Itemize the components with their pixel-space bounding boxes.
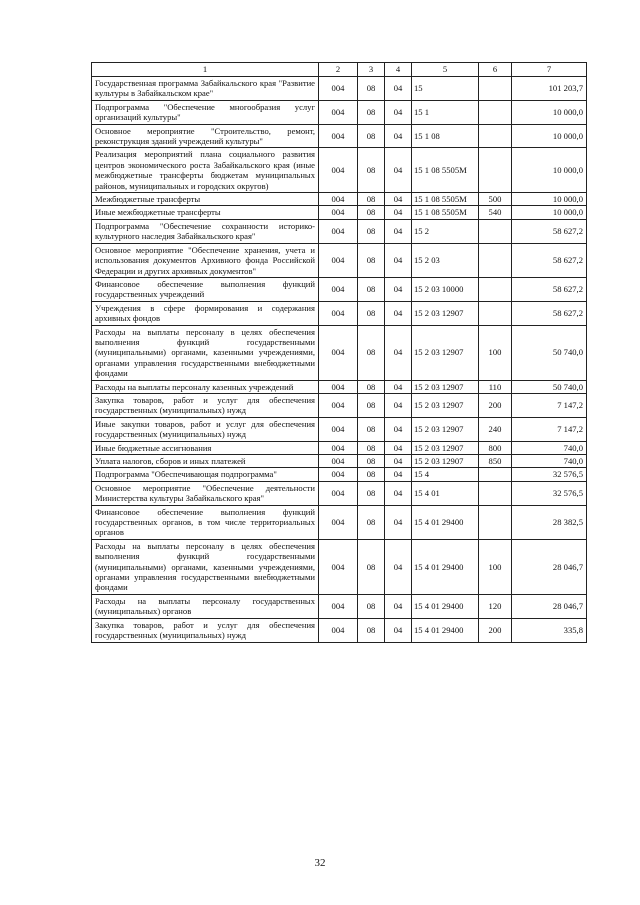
ministry-code: 004 xyxy=(319,539,358,594)
target-article-code: 15 2 03 12907 xyxy=(412,380,479,393)
expense-type-code: 100 xyxy=(479,325,512,380)
ministry-code: 004 xyxy=(319,77,358,101)
expense-type-code: 200 xyxy=(479,393,512,417)
row-name: Межбюджетные трансферты xyxy=(92,193,319,206)
table-row xyxy=(92,618,587,642)
table-row xyxy=(92,441,587,454)
table-row xyxy=(92,301,587,325)
table-row xyxy=(92,124,587,148)
target-article-code: 15 2 03 xyxy=(412,243,479,277)
section-code: 08 xyxy=(358,148,385,193)
target-article-code: 15 2 03 12907 xyxy=(412,325,479,380)
section-code: 08 xyxy=(358,393,385,417)
table-body xyxy=(92,77,587,643)
section-code: 08 xyxy=(358,417,385,441)
table-row xyxy=(92,505,587,539)
subsection-code: 04 xyxy=(385,441,412,454)
amount: 10 000,0 xyxy=(512,148,587,193)
expense-type-code xyxy=(479,100,512,124)
amount: 58 627,2 xyxy=(512,301,587,325)
expense-type-code: 110 xyxy=(479,380,512,393)
row-name: Основное мероприятие "Строительство, ремонт, реконструкция зданий учреждений культуры" xyxy=(92,124,319,148)
amount: 32 576,5 xyxy=(512,481,587,505)
amount: 101 203,7 xyxy=(512,77,587,101)
section-code: 08 xyxy=(358,618,385,642)
section-code: 08 xyxy=(358,325,385,380)
subsection-code: 04 xyxy=(385,100,412,124)
amount: 28 046,7 xyxy=(512,539,587,594)
row-name: Учреждения в сфере формирования и содержания архивных фондов xyxy=(92,301,319,325)
section-code: 08 xyxy=(358,124,385,148)
row-name: Иные бюджетные ассигнования xyxy=(92,441,319,454)
ministry-code: 004 xyxy=(319,325,358,380)
expense-type-code xyxy=(479,505,512,539)
section-code: 08 xyxy=(358,594,385,618)
column-header-3: 3 xyxy=(358,63,385,77)
column-header-7: 7 xyxy=(512,63,587,77)
table-row xyxy=(92,594,587,618)
subsection-code: 04 xyxy=(385,219,412,243)
subsection-code: 04 xyxy=(385,468,412,481)
section-code: 08 xyxy=(358,468,385,481)
row-name: Подпрограмма "Обеспечение многообразия услуг организаций культуры" xyxy=(92,100,319,124)
row-name: Основное мероприятие "Обеспечение деятельности Министерства культуры Забайкальского края" xyxy=(92,481,319,505)
subsection-code: 04 xyxy=(385,277,412,301)
target-article-code: 15 2 03 12907 xyxy=(412,417,479,441)
table-row xyxy=(92,539,587,594)
subsection-code: 04 xyxy=(385,455,412,468)
subsection-code: 04 xyxy=(385,481,412,505)
target-article-code: 15 2 03 10000 xyxy=(412,277,479,301)
column-header-1: 1 xyxy=(92,63,319,77)
section-code: 08 xyxy=(358,243,385,277)
ministry-code: 004 xyxy=(319,148,358,193)
table-row xyxy=(92,481,587,505)
target-article-code: 15 1 08 5505M xyxy=(412,193,479,206)
row-name: Расходы на выплаты персоналу в целях обеспечения выполнения функций государственными (муниципальными) органами, казенными учреждениями, органами управления государственными внебюджетными фондами xyxy=(92,539,319,594)
row-name: Расходы на выплаты персоналу в целях обеспечения выполнения функций государственными (муниципальными) органами, казенными учреждениями, органами управления государственными внебюджетными фондами xyxy=(92,325,319,380)
expense-type-code: 200 xyxy=(479,618,512,642)
amount: 740,0 xyxy=(512,455,587,468)
section-code: 08 xyxy=(358,539,385,594)
expense-type-code xyxy=(479,124,512,148)
table-row xyxy=(92,393,587,417)
ministry-code: 004 xyxy=(319,243,358,277)
amount: 7 147,2 xyxy=(512,393,587,417)
row-name: Расходы на выплаты персоналу казенных учреждений xyxy=(92,380,319,393)
row-name: Закупка товаров, работ и услуг для обеспечения государственных (муниципальных) нужд xyxy=(92,618,319,642)
expense-type-code: 850 xyxy=(479,455,512,468)
target-article-code: 15 2 03 12907 xyxy=(412,393,479,417)
ministry-code: 004 xyxy=(319,100,358,124)
section-code: 08 xyxy=(358,505,385,539)
amount: 50 740,0 xyxy=(512,380,587,393)
subsection-code: 04 xyxy=(385,301,412,325)
subsection-code: 04 xyxy=(385,594,412,618)
row-name: Подпрограмма "Обеспечение сохранности историко-культурного наследия Забайкальского края" xyxy=(92,219,319,243)
amount: 58 627,2 xyxy=(512,243,587,277)
amount: 740,0 xyxy=(512,441,587,454)
subsection-code: 04 xyxy=(385,124,412,148)
amount: 58 627,2 xyxy=(512,219,587,243)
section-code: 08 xyxy=(358,193,385,206)
row-name: Уплата налогов, сборов и иных платежей xyxy=(92,455,319,468)
expense-type-code: 240 xyxy=(479,417,512,441)
table-row xyxy=(92,206,587,219)
table-row xyxy=(92,243,587,277)
amount: 32 576,5 xyxy=(512,468,587,481)
ministry-code: 004 xyxy=(319,417,358,441)
amount: 10 000,0 xyxy=(512,193,587,206)
row-name: Подпрограмма "Обеспечивающая подпрограмма" xyxy=(92,468,319,481)
expense-type-code: 120 xyxy=(479,594,512,618)
row-name: Государственная программа Забайкальского края "Развитие культуры в Забайкальском крае" xyxy=(92,77,319,101)
amount: 28 046,7 xyxy=(512,594,587,618)
section-code: 08 xyxy=(358,455,385,468)
section-code: 08 xyxy=(358,206,385,219)
subsection-code: 04 xyxy=(385,618,412,642)
section-code: 08 xyxy=(358,441,385,454)
subsection-code: 04 xyxy=(385,505,412,539)
target-article-code: 15 4 01 29400 xyxy=(412,594,479,618)
ministry-code: 004 xyxy=(319,455,358,468)
row-name: Финансовое обеспечение выполнения функций государственных органов, в том числе территориальных органов xyxy=(92,505,319,539)
page-number: 32 xyxy=(314,857,326,869)
row-name: Основное мероприятие "Обеспечение хранения, учета и использования документов Архивного фонда Российской Федерации и других архивных документов" xyxy=(92,243,319,277)
ministry-code: 004 xyxy=(319,206,358,219)
section-code: 08 xyxy=(358,380,385,393)
row-name: Расходы на выплаты персоналу государственных (муниципальных) органов xyxy=(92,594,319,618)
section-code: 08 xyxy=(358,100,385,124)
subsection-code: 04 xyxy=(385,393,412,417)
section-code: 08 xyxy=(358,77,385,101)
amount: 58 627,2 xyxy=(512,277,587,301)
target-article-code: 15 1 08 5505M xyxy=(412,206,479,219)
column-header-2: 2 xyxy=(319,63,358,77)
table-row xyxy=(92,455,587,468)
row-name: Иные межбюджетные трансферты xyxy=(92,206,319,219)
ministry-code: 004 xyxy=(319,441,358,454)
column-header-6: 6 xyxy=(479,63,512,77)
expense-type-code xyxy=(479,148,512,193)
subsection-code: 04 xyxy=(385,77,412,101)
ministry-code: 004 xyxy=(319,481,358,505)
ministry-code: 004 xyxy=(319,380,358,393)
subsection-code: 04 xyxy=(385,243,412,277)
amount: 10 000,0 xyxy=(512,124,587,148)
table-row xyxy=(92,148,587,193)
table-row xyxy=(92,219,587,243)
table-row xyxy=(92,468,587,481)
ministry-code: 004 xyxy=(319,505,358,539)
expense-type-code xyxy=(479,277,512,301)
ministry-code: 004 xyxy=(319,618,358,642)
ministry-code: 004 xyxy=(319,219,358,243)
row-name: Закупка товаров, работ и услуг для обеспечения государственных (муниципальных) нужд xyxy=(92,393,319,417)
expense-type-code: 540 xyxy=(479,206,512,219)
expense-type-code: 500 xyxy=(479,193,512,206)
expense-type-code: 800 xyxy=(479,441,512,454)
ministry-code: 004 xyxy=(319,594,358,618)
subsection-code: 04 xyxy=(385,193,412,206)
amount: 28 382,5 xyxy=(512,505,587,539)
expense-type-code xyxy=(479,243,512,277)
amount: 10 000,0 xyxy=(512,100,587,124)
target-article-code: 15 1 08 5505M xyxy=(412,148,479,193)
target-article-code: 15 4 01 29400 xyxy=(412,539,479,594)
expense-type-code xyxy=(479,481,512,505)
expense-type-code xyxy=(479,468,512,481)
amount: 10 000,0 xyxy=(512,206,587,219)
target-article-code: 15 4 01 29400 xyxy=(412,618,479,642)
ministry-code: 004 xyxy=(319,393,358,417)
table-row xyxy=(92,380,587,393)
ministry-code: 004 xyxy=(319,124,358,148)
subsection-code: 04 xyxy=(385,380,412,393)
table-row xyxy=(92,77,587,101)
target-article-code: 15 2 03 12907 xyxy=(412,441,479,454)
subsection-code: 04 xyxy=(385,148,412,193)
column-header-5: 5 xyxy=(412,63,479,77)
budget-table xyxy=(91,62,587,643)
target-article-code: 15 4 01 29400 xyxy=(412,505,479,539)
target-article-code: 15 2 03 12907 xyxy=(412,301,479,325)
expense-type-code xyxy=(479,219,512,243)
ministry-code: 004 xyxy=(319,468,358,481)
header-row xyxy=(92,63,587,77)
ministry-code: 004 xyxy=(319,193,358,206)
table-row xyxy=(92,325,587,380)
section-code: 08 xyxy=(358,277,385,301)
table-row xyxy=(92,193,587,206)
expense-type-code xyxy=(479,77,512,101)
row-name: Реализация мероприятий плана социального развития центров экономического роста Забайкальского края (иные межбюджетные трансферты бюджетам муниципальных районов, муниципальных и городских округов) xyxy=(92,148,319,193)
target-article-code: 15 2 03 12907 xyxy=(412,455,479,468)
expense-type-code: 100 xyxy=(479,539,512,594)
column-header-4: 4 xyxy=(385,63,412,77)
table-row xyxy=(92,100,587,124)
target-article-code: 15 4 xyxy=(412,468,479,481)
amount: 335,8 xyxy=(512,618,587,642)
table-row xyxy=(92,277,587,301)
ministry-code: 004 xyxy=(319,277,358,301)
section-code: 08 xyxy=(358,301,385,325)
target-article-code: 15 xyxy=(412,77,479,101)
row-name: Финансовое обеспечение выполнения функций государственных учреждений xyxy=(92,277,319,301)
expense-type-code xyxy=(479,301,512,325)
section-code: 08 xyxy=(358,481,385,505)
subsection-code: 04 xyxy=(385,539,412,594)
subsection-code: 04 xyxy=(385,325,412,380)
target-article-code: 15 2 xyxy=(412,219,479,243)
subsection-code: 04 xyxy=(385,206,412,219)
row-name: Иные закупки товаров, работ и услуг для обеспечения государственных (муниципальных) нужд xyxy=(92,417,319,441)
target-article-code: 15 1 xyxy=(412,100,479,124)
amount: 50 740,0 xyxy=(512,325,587,380)
subsection-code: 04 xyxy=(385,417,412,441)
section-code: 08 xyxy=(358,219,385,243)
target-article-code: 15 1 08 xyxy=(412,124,479,148)
table-row xyxy=(92,417,587,441)
amount: 7 147,2 xyxy=(512,417,587,441)
target-article-code: 15 4 01 xyxy=(412,481,479,505)
ministry-code: 004 xyxy=(319,301,358,325)
